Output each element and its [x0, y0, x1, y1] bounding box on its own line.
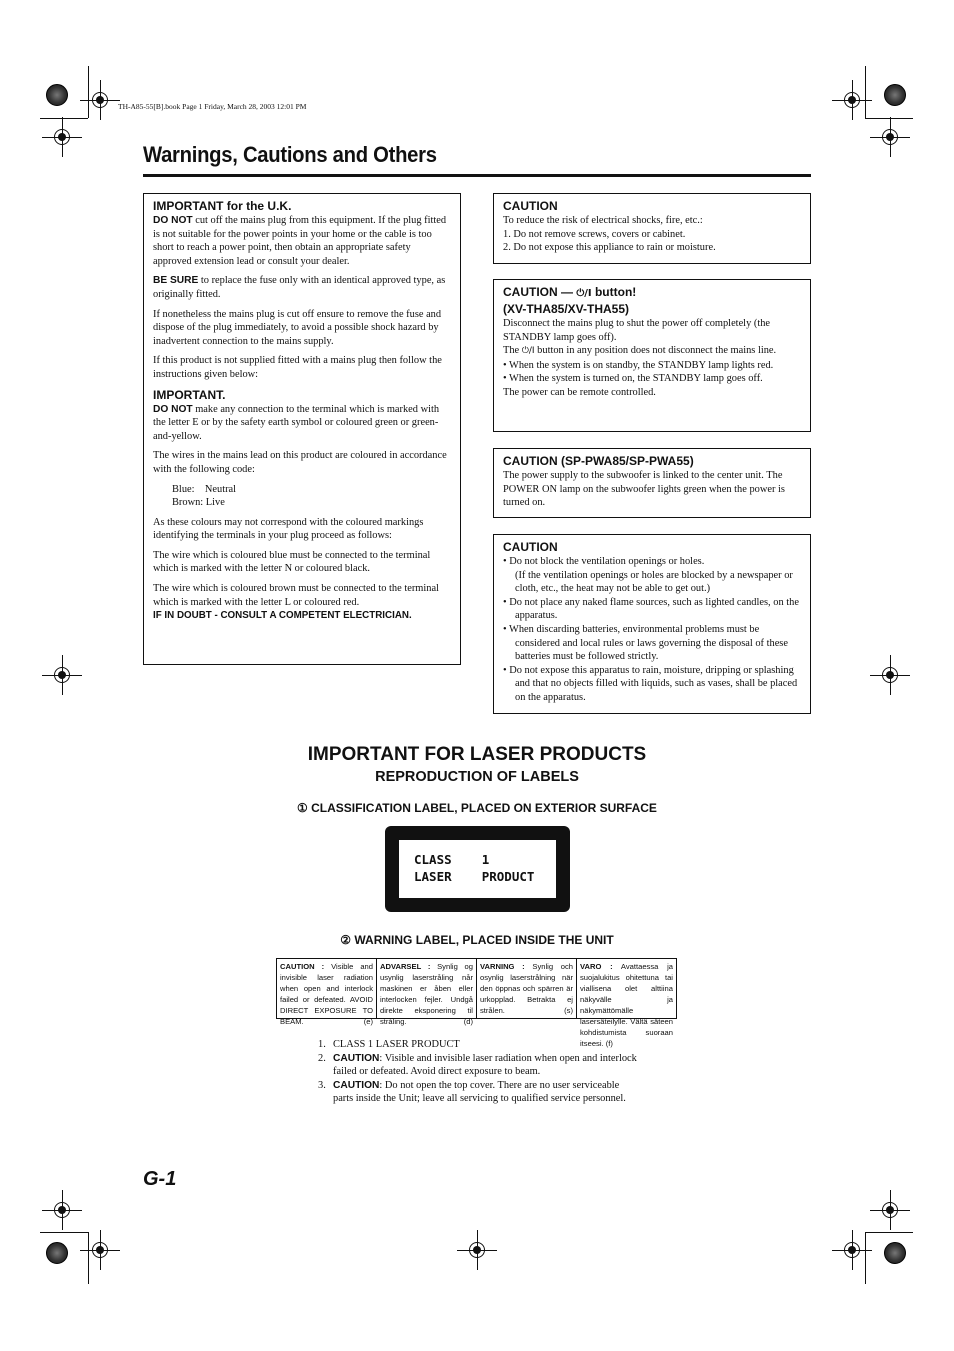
print-disk-icon — [46, 84, 68, 106]
paragraph: The power can be remote controlled. — [503, 386, 656, 398]
list-item — [318, 1079, 640, 1106]
uk-heading: IMPORTANT for the U.K. — [153, 199, 292, 213]
list-text: CLASS 1 LASER PRODUCT — [333, 1039, 460, 1050]
paragraph: cut off the mains plug from this equipment. If the plug fitted is not suitable for the power points in your home or the cable is too short to reach a power point, then obtain an appropriate safety approved extension lead or consult your dealer. — [153, 215, 447, 267]
caution-box-1 — [493, 193, 811, 264]
registration-mark-icon — [80, 1230, 120, 1270]
warning-cell — [277, 959, 377, 1026]
paragraph: The power supply to the subwoofer is linked to the center unit. The POWER ON lamp on the subwoofer lights green when the power is turned on. — [503, 470, 785, 509]
emphasis: DO NOT — [153, 215, 193, 226]
power-icon: ⏻/I — [576, 288, 592, 299]
crop-mark — [865, 118, 913, 119]
warning-text: Avattaessa ja suojalukitus ohitettuna tai viallisena olet alttiina näkyvälle ja näkymättömälle lasersäteilylle. Vältä säteen kohdistumista suoraan itseesi. — [580, 962, 673, 1048]
caution-box-4 — [493, 534, 811, 714]
paragraph: The — [503, 345, 522, 357]
classification-label — [385, 826, 570, 912]
page-title: Warnings, Cautions and Others — [143, 142, 437, 167]
registration-mark-icon — [42, 1190, 82, 1230]
caution-intro: To reduce the risk of electrical shocks, fire, etc.: — [503, 215, 703, 226]
list-item — [318, 1038, 640, 1052]
paragraph: make any connection to the terminal which is marked with the letter E or by the safety earth symbol or coloured green or green-and-yellow. — [153, 403, 440, 442]
list-item — [318, 1052, 640, 1079]
caution-item: 1. Do not remove screws, covers or cabinet. — [503, 228, 686, 240]
list-number: 2. — [318, 1052, 326, 1064]
crop-mark — [865, 1232, 913, 1233]
emphasis: BE SURE — [153, 275, 199, 287]
registration-mark-icon — [870, 117, 910, 157]
laser-section-title: IMPORTANT FOR LASER PRODUCTS — [307, 744, 647, 765]
bullet-item: • Do not place any naked flame sources, such as lighted candles, on the apparatus. — [503, 596, 799, 622]
warning-code: (f) — [605, 1039, 613, 1048]
bullet-item: • When discarding batteries, environmental problems must be considered and local rules or laws governing the disposal of these batteries must be followed strictly. — [503, 623, 788, 663]
registration-mark-icon — [42, 655, 82, 695]
important-heading: IMPORTANT. — [153, 387, 226, 402]
bullet-item: • Do not expose this apparatus to rain, moisture, dripping or splashing and that no objects filled with liquids, such as vases, shall be placed on the apparatus. — [503, 664, 798, 703]
paragraph: If nonetheless the mains plug is cut off ensure to remove the fuse and dispose of the plug immediately, to avoid a possible shock hazard by inadvertent connection to the mains supply. — [153, 308, 442, 347]
caution-box-3 — [493, 448, 811, 518]
warning-key: CAUTION : — [280, 962, 325, 971]
color-code-brown: Brown: Live — [172, 497, 225, 509]
paragraph: button in any position does not disconnect the mains line. — [534, 345, 777, 357]
crop-mark — [88, 1232, 89, 1284]
warning-code: (d) — [463, 1017, 473, 1026]
label2-heading: ② WARNING LABEL, PLACED INSIDE THE UNIT — [340, 933, 614, 947]
warning-cell — [377, 959, 477, 1026]
print-disk-icon — [884, 1242, 906, 1264]
caution-heading-button: button! — [591, 285, 637, 299]
crop-mark — [865, 1232, 866, 1284]
warning-cell — [477, 959, 577, 1018]
warning-text: Visible and invisible laser radiation when open and interlock failed or defeated. AVOID DIRECT EXPOSURE TO BEAM. — [280, 962, 374, 1026]
list-text: : Do not open the top cover. There are no user serviceable parts inside the Unit; leave all servicing to qualified service personnel. — [333, 1079, 626, 1105]
bullet-item: • When the system is turned on, the STANDBY lamp goes off. — [503, 373, 763, 385]
print-disk-icon — [46, 1242, 68, 1264]
crop-mark — [40, 1232, 88, 1233]
list-key: CAUTION — [333, 1052, 380, 1064]
power-icon: ⏻/I — [521, 346, 535, 357]
caution-heading: CAUTION — [503, 199, 558, 213]
label-line: CLASS 1 — [414, 852, 490, 867]
color-code-blue: Blue: Neutral — [172, 483, 237, 495]
caution-heading: CAUTION — — [503, 285, 577, 299]
caution-box-2 — [493, 279, 811, 432]
bullet-subtext: (If the ventilation openings or holes are blocked by a newspaper or cloth, etc., the heat may not be able to get out.) — [515, 569, 793, 595]
paragraph: to replace the fuse only with an identical approved type, as originally fitted. — [153, 275, 446, 300]
warning-key: ADVARSEL : — [380, 962, 431, 971]
page-number: G-1 — [143, 1168, 177, 1190]
print-disk-icon — [884, 84, 906, 106]
paragraph: Disconnect the mains plug to shut the power off completely (the STANDBY lamp goes off). — [503, 318, 771, 343]
laser-notes-list — [318, 1038, 640, 1106]
uk-important-box — [143, 193, 461, 665]
registration-mark-icon — [870, 1190, 910, 1230]
warning-key: VARNING : — [480, 962, 525, 971]
registration-mark-icon — [832, 1230, 872, 1270]
registration-mark-icon — [457, 1230, 497, 1270]
registration-mark-icon — [832, 80, 872, 120]
warning-cell — [577, 959, 676, 1048]
list-number: 3. — [318, 1079, 326, 1091]
caution-heading: CAUTION — [503, 540, 558, 554]
warning-line: IF IN DOUBT - CONSULT A COMPETENT ELECTRICIAN. — [153, 610, 412, 622]
file-header: TH-A85-55[B].book Page 1 Friday, March 28, 2003 12:01 PM — [118, 102, 307, 111]
warning-code: (s) — [564, 1006, 573, 1015]
warning-text: Synlig och osynlig laserstrålning när den öppnas och spärren är urkopplad. Betrakta ej strålen. — [480, 962, 573, 1015]
list-number: 1. — [318, 1039, 326, 1050]
emphasis: DO NOT — [153, 403, 193, 415]
list-key: CAUTION — [333, 1079, 380, 1091]
caution-model: (XV-THA85/XV-THA55) — [503, 302, 630, 316]
registration-mark-icon — [870, 655, 910, 695]
label1-heading: ① CLASSIFICATION LABEL, PLACED ON EXTERIOR SURFACE — [297, 801, 657, 815]
paragraph: The wire which is coloured brown must be connected to the terminal which is marked with the letter L or coloured red. — [153, 583, 439, 608]
laser-section-subtitle: REPRODUCTION OF LABELS — [375, 769, 579, 785]
registration-mark-icon — [80, 80, 120, 120]
bullet-item: • When the system is on standby, the STANDBY lamp lights red. — [503, 359, 774, 371]
registration-mark-icon — [42, 117, 82, 157]
caution-heading: CAUTION (SP-PWA85/SP-PWA55) — [503, 454, 694, 468]
crop-mark — [88, 66, 89, 118]
paragraph: As these colours may not correspond with the coloured markings identifying the terminals in your plug proceed as follows: — [153, 516, 424, 542]
crop-mark — [865, 66, 866, 118]
caution-item: 2. Do not expose this appliance to rain or moisture. — [503, 242, 716, 254]
crop-mark — [40, 118, 88, 119]
warning-code: (e) — [363, 1017, 373, 1026]
paragraph: If this product is not supplied fitted with a mains plug then follow the instructions given below: — [153, 355, 442, 380]
warning-key: VARO : — [580, 962, 613, 971]
label-line: LASER PRODUCT — [414, 869, 535, 884]
list-text: : Visible and invisible laser radiation when open and interlock failed or defeated. Avoid direct exposure to beam. — [333, 1052, 637, 1078]
paragraph: The wire which is coloured blue must be connected to the terminal which is marked with the letter N or coloured black. — [153, 549, 431, 575]
paragraph: The wires in the mains lead on this product are coloured in accordance with the following code: — [153, 450, 447, 475]
bullet-item: • Do not block the ventilation openings or holes. — [503, 556, 705, 567]
warning-text: Synlig og usynlig laserstråling når maskinen er åben eller interlocken fejler. Undgå direkte eksponering til stråling. — [380, 962, 473, 1026]
title-divider — [143, 174, 811, 177]
